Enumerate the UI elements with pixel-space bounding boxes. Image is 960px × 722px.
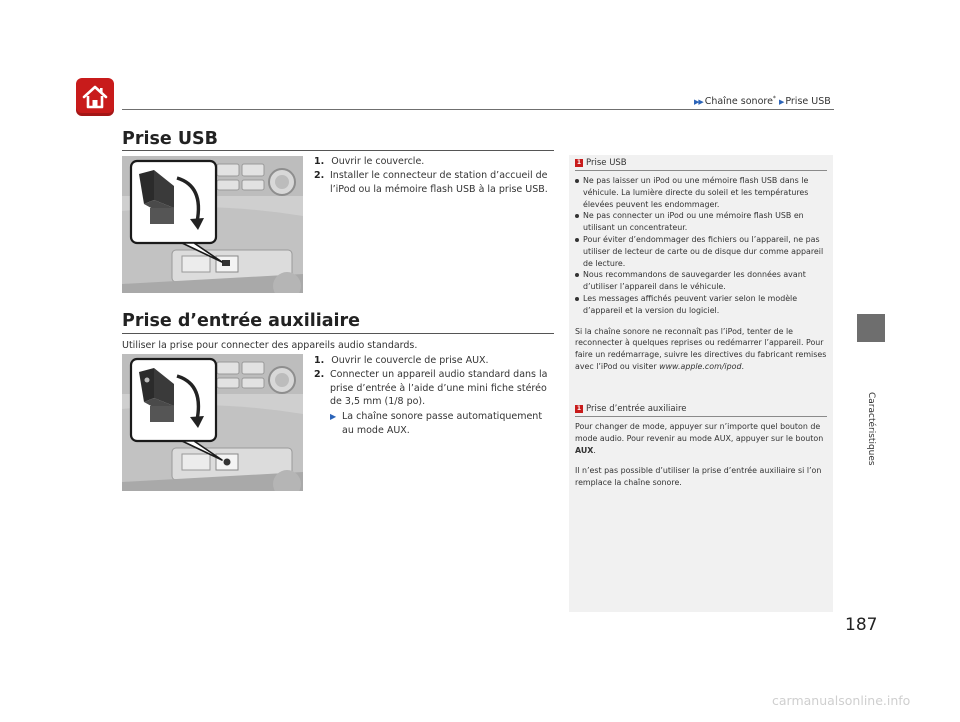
- note-aux-paragraph-2: Il n’est pas possible d’utiliser la prise d’entrée auxiliaire si l’on remplace la chaîne sonore.: [575, 466, 822, 488]
- home-button[interactable]: [76, 78, 114, 116]
- note-usb: [575, 158, 827, 373]
- note-aux-divider: [575, 416, 827, 417]
- period: .: [741, 361, 744, 371]
- step-number: 2.: [314, 170, 325, 181]
- usb-jack-illustration: [122, 156, 303, 293]
- section-divider-usb: [122, 150, 554, 151]
- step-text: Ouvrir le couvercle de prise AUX.: [331, 355, 489, 366]
- note-aux: [575, 404, 827, 489]
- step-text: Installer le connecteur de station d’accueil de l’iPod ou la mémoire flash USB à la prise USB.: [330, 170, 548, 195]
- note-usb-divider: [575, 170, 827, 171]
- aux-substep: [330, 410, 554, 437]
- aux-step-2: [314, 368, 554, 409]
- breadcrumb-item-usb: Prise USB: [785, 96, 831, 108]
- step-text: Connecter un appareil audio standard dans la prise d’entrée à l’aide d’une mini fiche stéréo de 3,5 mm (1/8 po).: [330, 369, 548, 407]
- footer-watermark: carmanualsonline.info: [772, 693, 911, 708]
- usb-step-2: [314, 169, 554, 196]
- note-usb-header: [575, 158, 827, 168]
- triangle-arrow-icon: ▶: [330, 412, 337, 421]
- note-usb-bullets: [575, 175, 827, 317]
- section-divider-aux: [122, 333, 554, 334]
- note-marker-icon: 1: [576, 159, 582, 166]
- asterisk-mark: *: [772, 95, 776, 102]
- note-usb-body: [575, 175, 827, 373]
- period: .: [593, 445, 596, 455]
- aux-button-label: AUX: [575, 445, 594, 455]
- list-item: Ne pas laisser un iPod ou une mémoire flash USB dans le véhicule. La lumière directe du soleil et les températures élevées peuvent les endommager.: [575, 175, 827, 210]
- aux-intro-text: Utiliser la prise pour connecter des appareils audio standards.: [122, 340, 418, 351]
- note-usb-paragraph: [575, 326, 827, 373]
- step-text: Ouvrir le couvercle.: [331, 156, 425, 167]
- list-item: Pour éviter d’endommager des fichiers ou l’appareil, ne pas utiliser de lecteur de carte ou de disque dur comme appareil de lecture.: [575, 234, 827, 269]
- home-icon: [76, 78, 114, 116]
- list-item: Ne pas connecter un iPod ou une mémoire flash USB en utilisant un concentrateur.: [575, 210, 827, 234]
- step-number: 1.: [314, 355, 325, 366]
- aux-step-1: [314, 354, 554, 368]
- step-number: 1.: [314, 156, 325, 167]
- double-triangle-arrow-icon: ▶▶: [694, 98, 703, 107]
- substep-text: La chaîne sonore passe automatiquement au mode AUX.: [342, 411, 543, 436]
- note-marker-icon: 1: [576, 405, 582, 412]
- section-title-aux: Prise d’entrée auxiliaire: [122, 311, 361, 331]
- step-number: 2.: [314, 369, 325, 380]
- note-aux-header: [575, 404, 827, 414]
- list-item: Les messages affichés peuvent varier selon le modèle d’appareil et la version du logiciel.: [575, 293, 827, 317]
- aux-jack-illustration: [122, 354, 303, 491]
- breadcrumb-item-audio[interactable]: Chaîne sonore: [704, 96, 773, 108]
- section-title-usb: Prise USB: [122, 129, 218, 149]
- triangle-arrow-icon: ▶: [778, 98, 784, 107]
- apple-link[interactable]: www.apple.com/ipod: [659, 361, 742, 371]
- paragraph-text: Pour changer de mode, appuyer sur n’importe quel bouton de mode audio. Pour revenir au mode AUX, appuyer sur le bouton: [575, 422, 824, 443]
- note-usb-title: Prise USB: [586, 158, 627, 168]
- breadcrumb: [694, 95, 831, 107]
- side-tab-marker[interactable]: [857, 314, 885, 342]
- paragraph-text: Si la chaîne sonore ne reconnaît pas l’iPod, tenter de le reconnecter à quelques reprises ou redémarrer l’appareil. Pour faire un redémarrage, suivre les directives du fabricant remises avec l’iPod ou visiter: [575, 326, 827, 371]
- header-divider: [122, 109, 834, 110]
- list-item: Nous recommandons de sauvegarder les données avant d’utiliser l’appareil dans le véhicule.: [575, 269, 827, 293]
- side-tab-label: Caractéristiques: [866, 392, 876, 466]
- note-aux-body: [575, 421, 827, 489]
- note-aux-title: Prise d’entrée auxiliaire: [586, 404, 687, 414]
- usb-step-1: [314, 155, 554, 169]
- page-number: 187: [845, 615, 878, 635]
- note-aux-paragraph-1: [575, 421, 827, 456]
